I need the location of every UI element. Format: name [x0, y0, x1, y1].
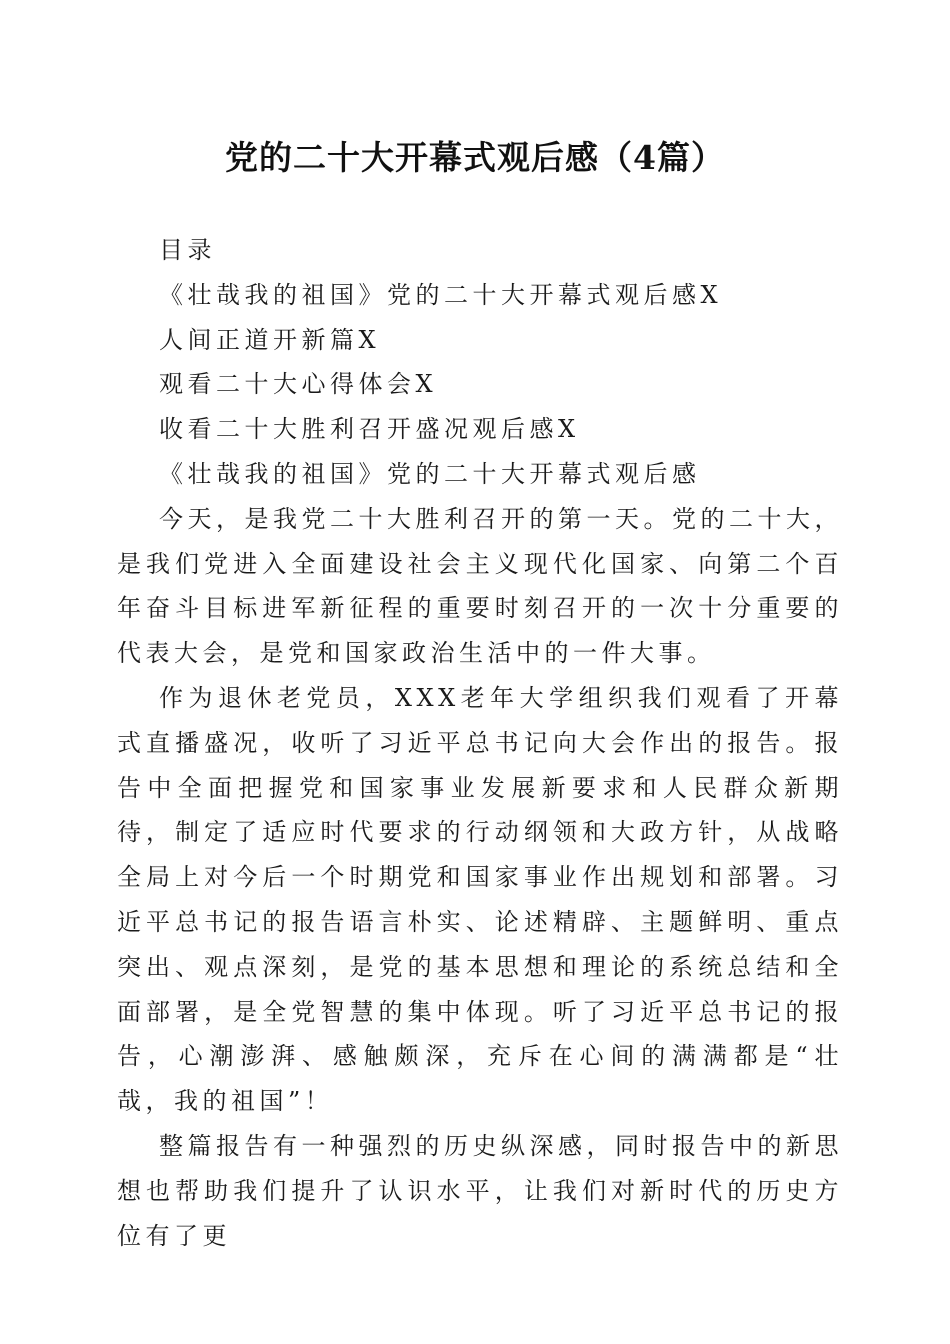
toc-item: 人间正道开新篇X — [159, 325, 381, 354]
toc-item: 收看二十大胜利召开盛况观后感X — [159, 415, 580, 444]
document-body — [117, 228, 843, 1258]
toc-item: 观看二十大心得体会X — [159, 370, 438, 399]
toc-item: 《壮哉我的祖国》党的二十大开幕式观后感X — [159, 280, 723, 309]
section-title: 《壮哉我的祖国》党的二十大开幕式观后感 — [159, 459, 701, 488]
body-paragraph: 今天，是我党二十大胜利召开的第一天。党的二十大，是我们党进入全面建设社会主义现代化国家、向第二个百年奋斗目标进军新征程的重要时刻召开的一次十分重要的代表大会，是党和国家政治生活中的一件大事。 — [117, 504, 843, 668]
toc-heading: 目录 — [159, 236, 216, 264]
body-paragraph: 整篇报告有一种强烈的历史纵深感，同时报告中的新思想也帮助我们提升了认识水平，让我们对新时代的历史方位有了更 — [117, 1131, 843, 1250]
body-paragraph: 作为退休老党员，XXX老年大学组织我们观看了开幕式直播盛况，收听了习近平总书记向大会作出的报告。报告中全面把握党和国家事业发展新要求和人民群众新期待，制定了适应时代要求的行动纲领和大政方针，从战略全局上对今后一个时期党和国家事业作出规划和部署。习近平总书记的报告语言朴实、论述精辟、主题鲜明、重点突出、观点深刻，是党的基本思想和理论的系统总结和全面部署，是全党智慧的集中体现。听了习近平总书记的报告，心潮澎湃、感触颇深，充斥在心间的满满都是“壮哉，我的祖国”！ — [117, 683, 843, 1116]
document-title: 党的二十大开幕式观后感（4篇） — [225, 138, 725, 177]
